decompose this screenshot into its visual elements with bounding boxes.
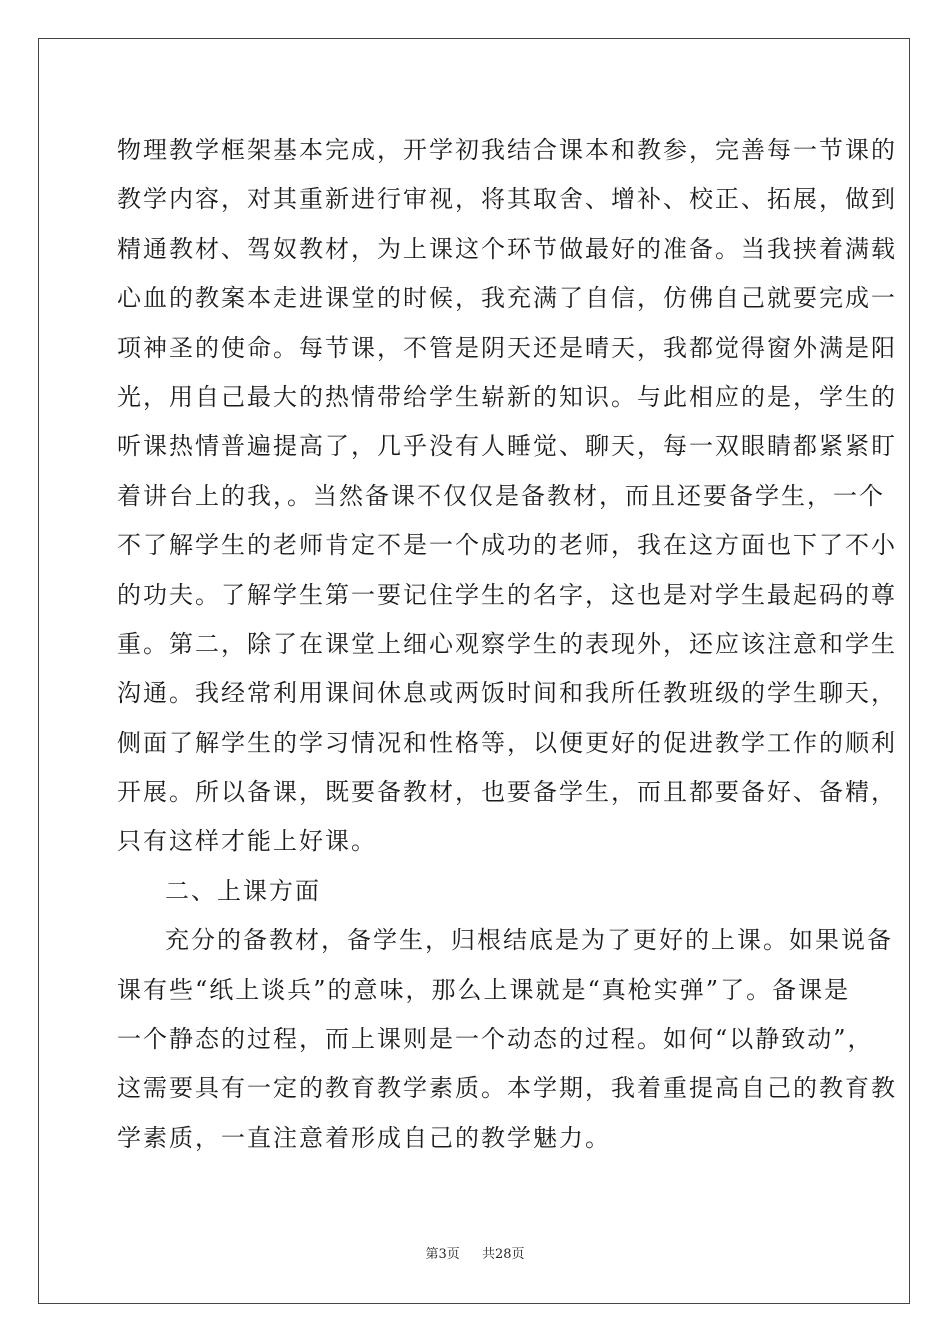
total-pages: 共28页 <box>482 1247 525 1262</box>
text-line: 教学内容，对其重新进行审视，将其取舍、增补、校正、拓展，做到 <box>117 185 897 214</box>
text-line: 心血的教案本走进课堂的时候，我充满了自信，仿佛自己就要完成一 <box>117 284 897 313</box>
page-footer <box>0 1246 950 1264</box>
page-number: 第3页 <box>425 1247 460 1262</box>
text-line: 精通教材、驾奴教材，为上课这个环节做最好的准备。当我挟着满载 <box>117 234 897 263</box>
text-line: 听课热情普遍提高了，几乎没有人睡觉、聊天，每一双眼睛都紧紧盯 <box>117 432 897 461</box>
text-line: 充分的备教材，备学生，归根结底是为了更好的上课。如果说备 <box>165 926 893 955</box>
text-line: 物理教学框架基本完成，开学初我结合课本和教参，完善每一节课的 <box>117 136 897 164</box>
text-line: 重。第二，除了在课堂上细心观察学生的表现外，还应该注意和学生 <box>117 629 897 658</box>
text-line: 的功夫。了解学生第一要记住学生的名字，这也是对学生最起码的尊 <box>117 580 897 609</box>
text-line: 侧面了解学生的学习情况和性格等，以便更好的促进教学工作的顺利 <box>117 728 897 757</box>
text-line: 开展。所以备课，既要备教材，也要备学生，而且都要备好、备精， <box>117 778 897 807</box>
text-line: 这需要具有一定的教育教学素质。本学期，我着重提高自己的教育教 <box>117 1074 897 1103</box>
text-line: 学素质，一直注意着形成自己的教学魅力。 <box>117 1123 611 1152</box>
text-line: 课有些“纸上谈兵”的意味，那么上课就是“真枪实弹”了。备课是 <box>117 975 851 1004</box>
body-text <box>117 126 897 1163</box>
text-line: 一个静态的过程，而上课则是一个动态的过程。如何“以静致动”， <box>117 1025 874 1054</box>
text-line: 不了解学生的老师肯定不是一个成功的老师，我在这方面也下了不小 <box>117 531 897 560</box>
text-line: 光，用自己最大的热情带给学生崭新的知识。与此相应的是，学生的 <box>117 382 897 411</box>
text-line: 沟通。我经常利用课间休息或两饭时间和我所任教班级的学生聊天， <box>117 679 897 708</box>
text-line: 着讲台上的我，。当然备课不仅仅是备教材，而且还要备学生，一个 <box>117 481 885 510</box>
text-line: 只有这样才能上好课。 <box>117 827 377 856</box>
section-heading: 二、上课方面 <box>165 876 321 905</box>
text-line: 项神圣的使命。每节课，不管是阴天还是晴天，我都觉得窗外满是阳 <box>117 333 897 362</box>
